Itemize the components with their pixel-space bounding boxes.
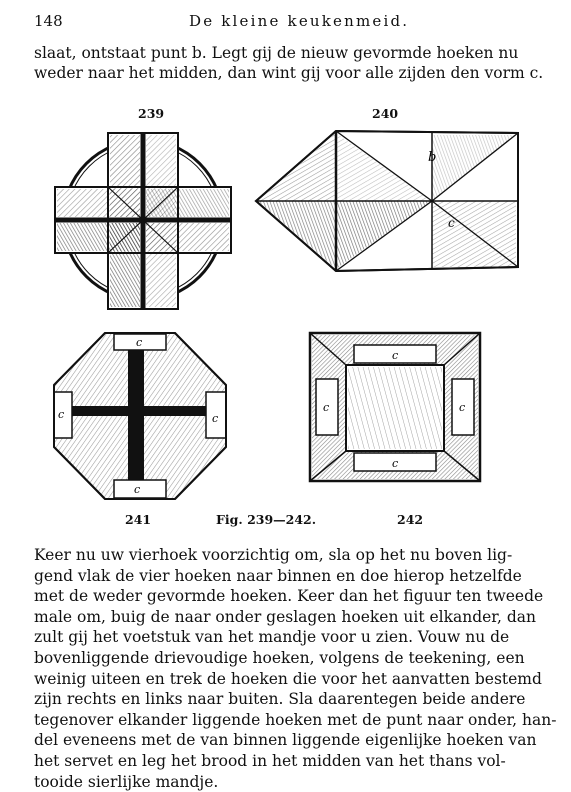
text-line: tooide sierlijke mandje. <box>34 772 219 791</box>
fold-label-c: c <box>392 457 399 470</box>
fold-label-c: c <box>448 216 455 230</box>
fold-label-c: c <box>212 412 219 425</box>
fold-label-c: c <box>392 349 399 362</box>
running-title: De kleine keukenmeid. <box>189 12 410 30</box>
figure-number-239: 239 <box>138 106 165 121</box>
text-line: weder naar het midden, dan wint gij voor alle zijden den vorm c. <box>34 64 544 82</box>
text-line: slaat, ontstaat punt b. Legt gij de nieuw gevormde hoeken nu <box>34 44 519 62</box>
text-line: male om, buig de naar onder geslagen hoeken uit elkander, dan <box>34 607 537 626</box>
intro-paragraph <box>34 43 546 83</box>
figure-number-240: 240 <box>372 106 399 121</box>
figure-number-241: 241 <box>125 512 152 527</box>
page-number: 148 <box>34 12 63 30</box>
body-paragraph <box>34 545 557 792</box>
fold-label-c: c <box>323 401 330 414</box>
text-line: bovenliggende drievoudige hoeken, volgens de teekening, een <box>34 648 525 667</box>
text-line: zult gij het voetstuk van het mandje voor u zien. Vouw nu de <box>34 628 510 647</box>
fold-label-c: c <box>134 483 141 496</box>
fold-label-c: c <box>459 401 466 414</box>
text-line: tegenover elkander liggende hoeken met de punt naar onder, han- <box>34 710 557 729</box>
text-line: del eveneens met de van binnen liggende eigenlijke hoeken van <box>34 731 537 750</box>
fold-label-c: c <box>136 336 143 349</box>
figure-242-illustration <box>306 329 484 485</box>
text-line: gend vlak de vier hoeken naar binnen en doe hierop hetzelfde <box>34 566 522 585</box>
figure-239-illustration <box>48 125 238 315</box>
text-line: Keer nu uw vierhoek voorzichtig om, sla op het nu boven lig- <box>34 546 513 564</box>
text-line: zijn rechts en links naar buiten. Sla daarentegen beide andere <box>34 690 526 709</box>
text-line: weinig uiteen en trek de hoeken die voor het aanvatten bestemd <box>34 669 542 688</box>
figure-number-242: 242 <box>397 512 424 527</box>
figure-241-illustration <box>50 330 230 502</box>
figure-caption: Fig. 239—242. <box>216 512 317 527</box>
text-line: met de weder gevormde hoeken. Keer dan het figuur ten tweede <box>34 587 544 606</box>
fold-label-b: b <box>428 150 437 165</box>
page-header <box>34 12 544 32</box>
fold-label-c: c <box>58 408 65 421</box>
text-line: het servet en leg het brood in het midden van het thans vol- <box>34 751 506 770</box>
figure-240-illustration <box>252 127 524 275</box>
